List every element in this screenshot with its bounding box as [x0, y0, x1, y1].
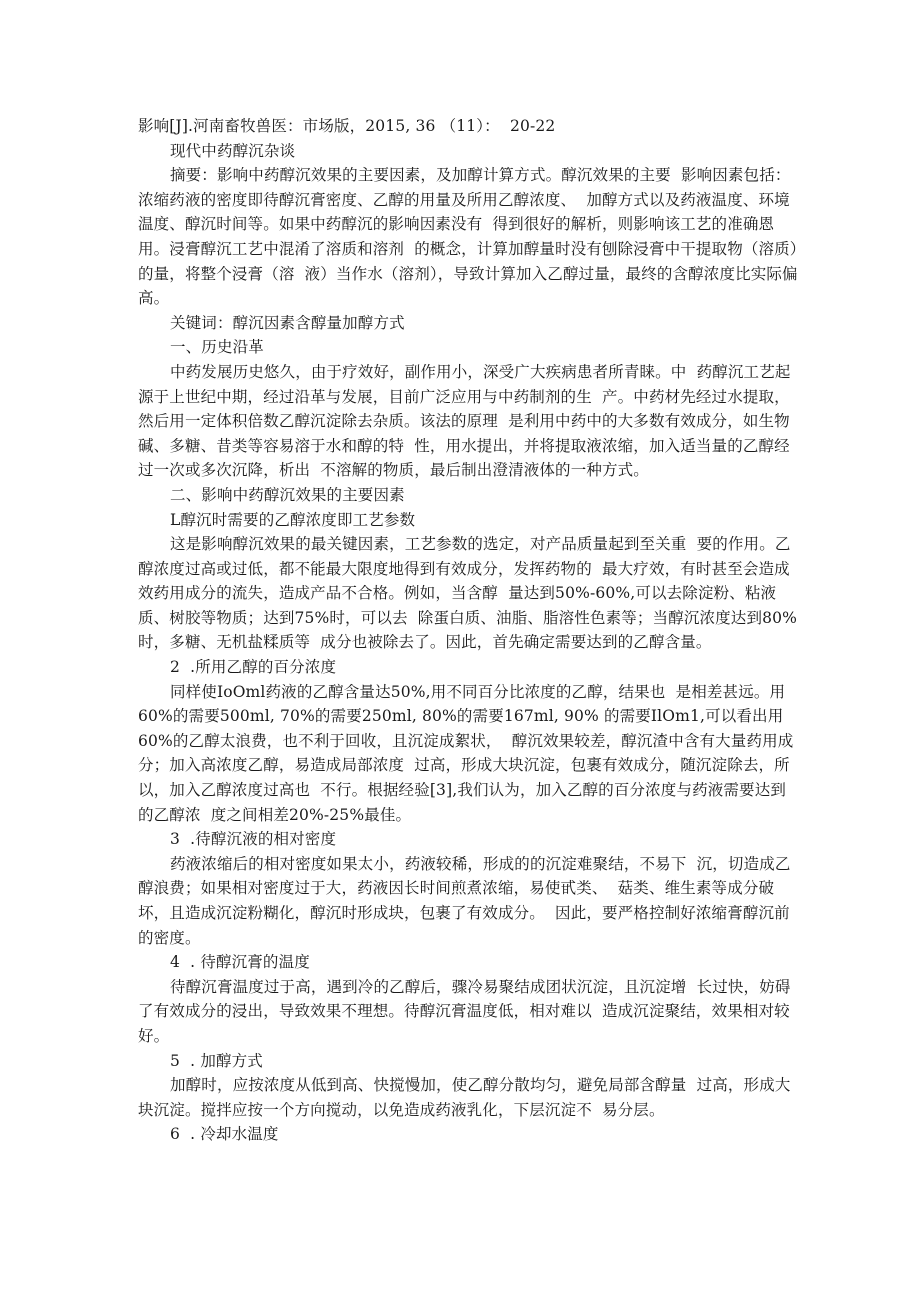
- item-paragraph-adding-method: 加醇时，应按浓度从低到高、快搅慢加，使乙醇分散均匀，避免局部含醇量 过高，形成大块沉淀。搅拌应按一个方向搅动，以免造成药液乳化，下层沉淀不 易分层。: [138, 1076, 791, 1119]
- section-heading-history: 一、历史沿革: [170, 338, 264, 357]
- article-title: 现代中药醇沉杂谈: [170, 141, 296, 160]
- item-paragraph-relative-density: 药液浓缩后的相对密度如果太小，药液较稀，形成的的沉淀难聚结，不易下 沉，切造成乙醇浪费；如果相对密度过于大，药液因长时间煎煮浓缩，易使甙类、 菇类、维生素等成分破坏，且造成沉淀粉糊化，醇沉时形成块，包裹了有效成分。 因此，要严格控制好浓缩膏醇沉前的密度。: [138, 854, 791, 947]
- item-paragraph-paste-temperature: 待醇沉膏温度过于高，遇到冷的乙醇后，骤冷易聚结成团状沉淀，且沉淀增 长过快，妨碍了有效成分的浸出，导致效果不理想。待醇沉膏温度低，相对难以 造成沉淀聚结，效果相对较好。: [138, 977, 791, 1045]
- item-heading-paste-temperature: 4 . 待醇沉膏的温度: [170, 953, 310, 972]
- item-heading-cooling-water: 6 . 冷却水温度: [170, 1125, 279, 1144]
- item-heading-ethanol-concentration: L醇沉时需要的乙醇浓度即工艺参数: [170, 510, 416, 529]
- history-paragraph: 中药发展历史悠久，由于疗效好，副作用小，深受广大疾病患者所青睐。中 药醇沉工艺起源于上世纪中期，经过沿革与发展，目前广泛应用与中药制剂的生 产。中药材先经过水提取，然后用一定体积倍数乙醇沉淀除去杂质。该法的原理 是利用中药中的大多数有效成分，如生物碱、多糖、昔类等容易溶于水和醇的特 性，用水提出，并将提取液浓缩，加入适当量的乙醇经过一次或多次沉降，析出 不溶解的物质，最后制出澄清液体的一种方式。: [138, 362, 791, 480]
- section-heading-factors: 二、影响中药醇沉效果的主要因素: [170, 485, 405, 504]
- keywords-line: 关键词：醇沉因素含醇量加醇方式: [170, 313, 405, 332]
- abstract-paragraph: 摘要：影响中药醇沉效果的主要因素，及加醇计算方式。醇沉效果的主要 影响因素包括：浓缩药液的密度即待醇沉膏密度、乙醇的用量及所用乙醇浓度、 加醇方式以及药液温度、环境温度、醇沉时间等。如果中药醇沉的影响因素没有 得到很好的解析，则影响该工艺的准确恩用。浸膏醇沉工艺中混淆了溶质和溶剂 的概念，计算加醇量时没有刨除浸膏中干提取物（溶质）的量，将整个浸膏（溶 液）当作水（溶剂），导致计算加入乙醇过量，最终的含醇浓度比实际偏高。: [138, 166, 798, 308]
- reference-line: 影响[J].河南畜牧兽医：市场版，2015, 36 （11）： 20-22: [138, 117, 556, 135]
- item-paragraph-ethanol-concentration: 这是影响醇沉效果的最关键因素，工艺参数的选定，对产品质量起到至关重 要的作用。乙醇浓度过高或过低，都不能最大限度地得到有效成分，发挥药物的 最大疗效，有时甚至会造成效药用成分的流失，造成产品不合格。例如，当含醇 量达到50%-60%,可以去除淀粉、粘液质、树胶等物质；达到75%时，可以去 除蛋白质、油脂、脂溶性色素等；当醇沉浓度达到80%时，多糖、无机盐糅质等 成分也被除去了。因此，首先确定需要达到的乙醇含量。: [138, 535, 798, 652]
- item-heading-relative-density: 3 .待醇沉液的相对密度: [170, 830, 337, 849]
- item-paragraph-ethanol-percentage: 同样使IoOml药液的乙醇含量达50%,用不同百分比浓度的乙醇，结果也 是相差甚远。用60%的需要500ml, 70%的需要250ml, 80%的需要167ml, 90% 的需要IlOm1,可以看出用60%的乙醇太浪费，也不利于回收，且沉淀成絮状， 醇沉效果较差，醇沉渣中含有大量药用成分；加入高浓度乙醇，易造成局部浓度 过高，形成大块沉淀，包裹有效成分，随沉淀除去，所以，加入乙醇浓度过高也 不行。根据经验[3],我们认为，加入乙醇的百分浓度与药液需要达到的乙醇浓 度之间相差20%-25%最佳。: [138, 682, 794, 824]
- item-heading-ethanol-percentage: 2 .所用乙醇的百分浓度: [170, 658, 337, 677]
- document-page: [138, 114, 798, 1147]
- item-heading-adding-method: 5 . 加醇方式: [170, 1051, 263, 1070]
